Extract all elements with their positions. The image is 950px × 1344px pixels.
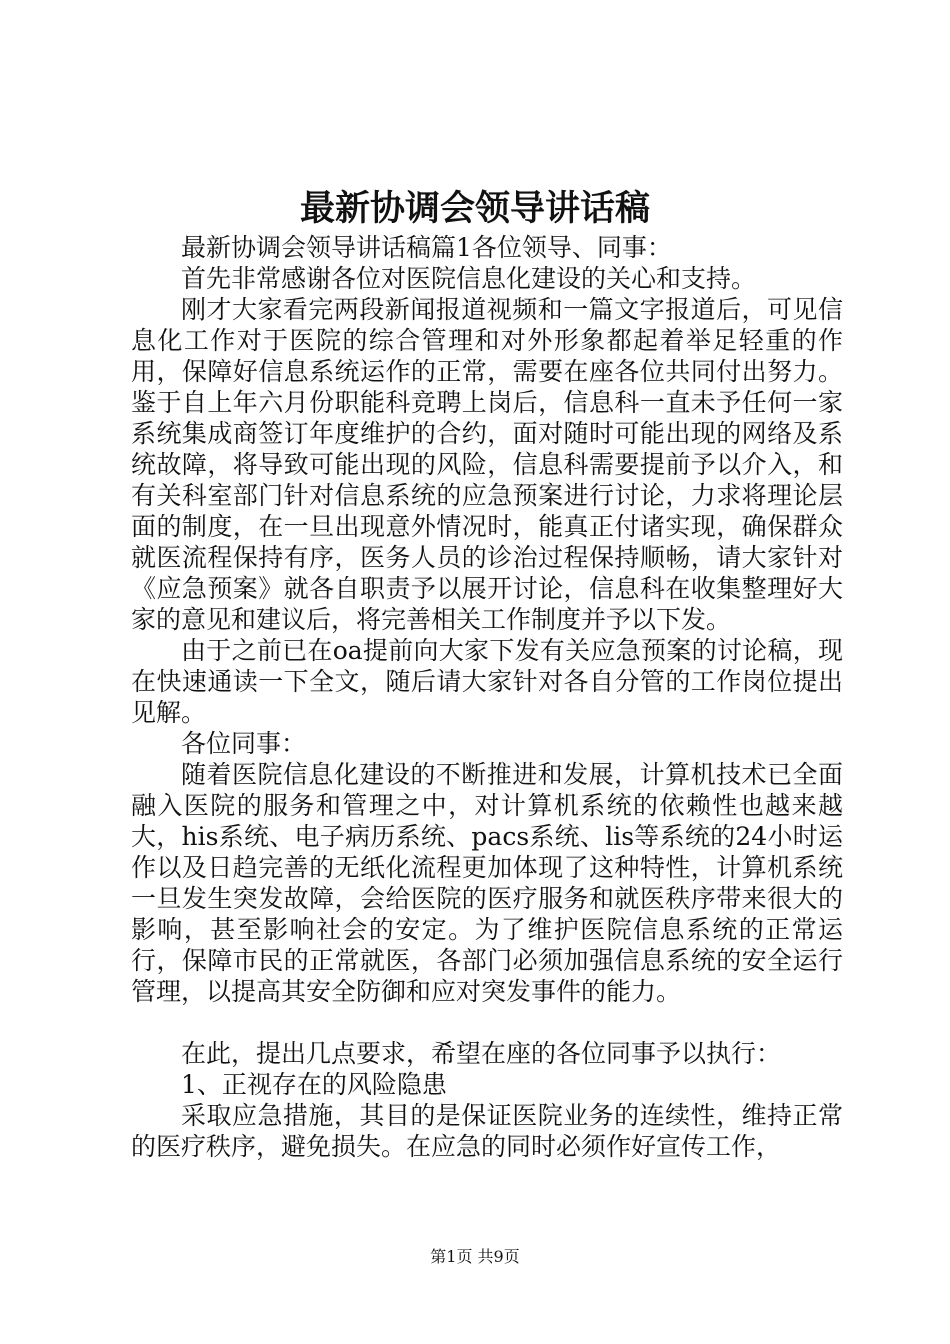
paragraph-colleagues: 各位同事： — [181, 729, 307, 758]
paragraph-requirement-1-heading: 1、正视存在的风险隐患 — [181, 1070, 447, 1099]
paragraph-importance: 随着医院信息化建设的不断推进和发展，计算机技术已全面融入医院的服务和管理之中，对计算机系统的依赖性也越来越大，his系统、电子病历系统、pacs系统、lis等系统的24小时运作以及日趋完善的无纸化流程更加体现了这种特性，计算机系统一旦发生突发故障，会给医院的医疗服务和就医秩序带来很大的影响，甚至影响社会的安定。为了维护医院信息系统的正常运行，保障市民的正常就医，各部门必须加强信息系统的安全运行管理，以提高其安全防御和应对突发事件的能力。 — [131, 760, 843, 1006]
paragraph-oa-notice: 由于之前已在oa提前向大家下发有关应急预案的讨论稿，现在快速通读一下全文，随后请大家针对各自分管的工作岗位提出见解。 — [131, 636, 843, 727]
document-title: 最新协调会领导讲话稿 — [299, 188, 650, 229]
paragraph-emergency-measures: 采取应急措施，其目的是保证医院业务的连续性，维持正常的医疗秩序，避免损失。在应急的同时必须作好宣传工作， — [131, 1101, 843, 1161]
paragraph-thanks: 首先非常感谢各位对医院信息化建设的关心和支持。 — [181, 264, 757, 293]
document-body — [131, 232, 843, 1162]
paragraph-greeting: 最新协调会领导讲话稿篇1各位领导、同事： — [181, 233, 672, 262]
paragraph-background: 刚才大家看完两段新闻报道视频和一篇文字报道后，可见信息化工作对于医院的综合管理和对外形象都起着举足轻重的作用，保障好信息系统运作的正常，需要在座各位共同付出努力。鉴于自上年六月份职能科竞聘上岗后，信息科一直未予任何一家系统集成商签订年度维护的合约，面对随时可能出现的网络及系统故障，将导致可能出现的风险，信息科需要提前予以介入，和有关科室部门针对信息系统的应急预案进行讨论，力求将理论层面的制度，在一旦出现意外情况时，能真正付诸实现，确保群众就医流程保持有序，医务人员的诊治过程保持顺畅，请大家针对《应急预案》就各自职责予以展开讨论，信息科在收集整理好大家的意见和建议后，将完善相关工作制度并予以下发。 — [131, 295, 843, 634]
page-footer: 第1页 共9页 — [430, 1247, 520, 1266]
paragraph-requirements-intro: 在此，提出几点要求，希望在座的各位同事予以执行： — [181, 1039, 782, 1068]
